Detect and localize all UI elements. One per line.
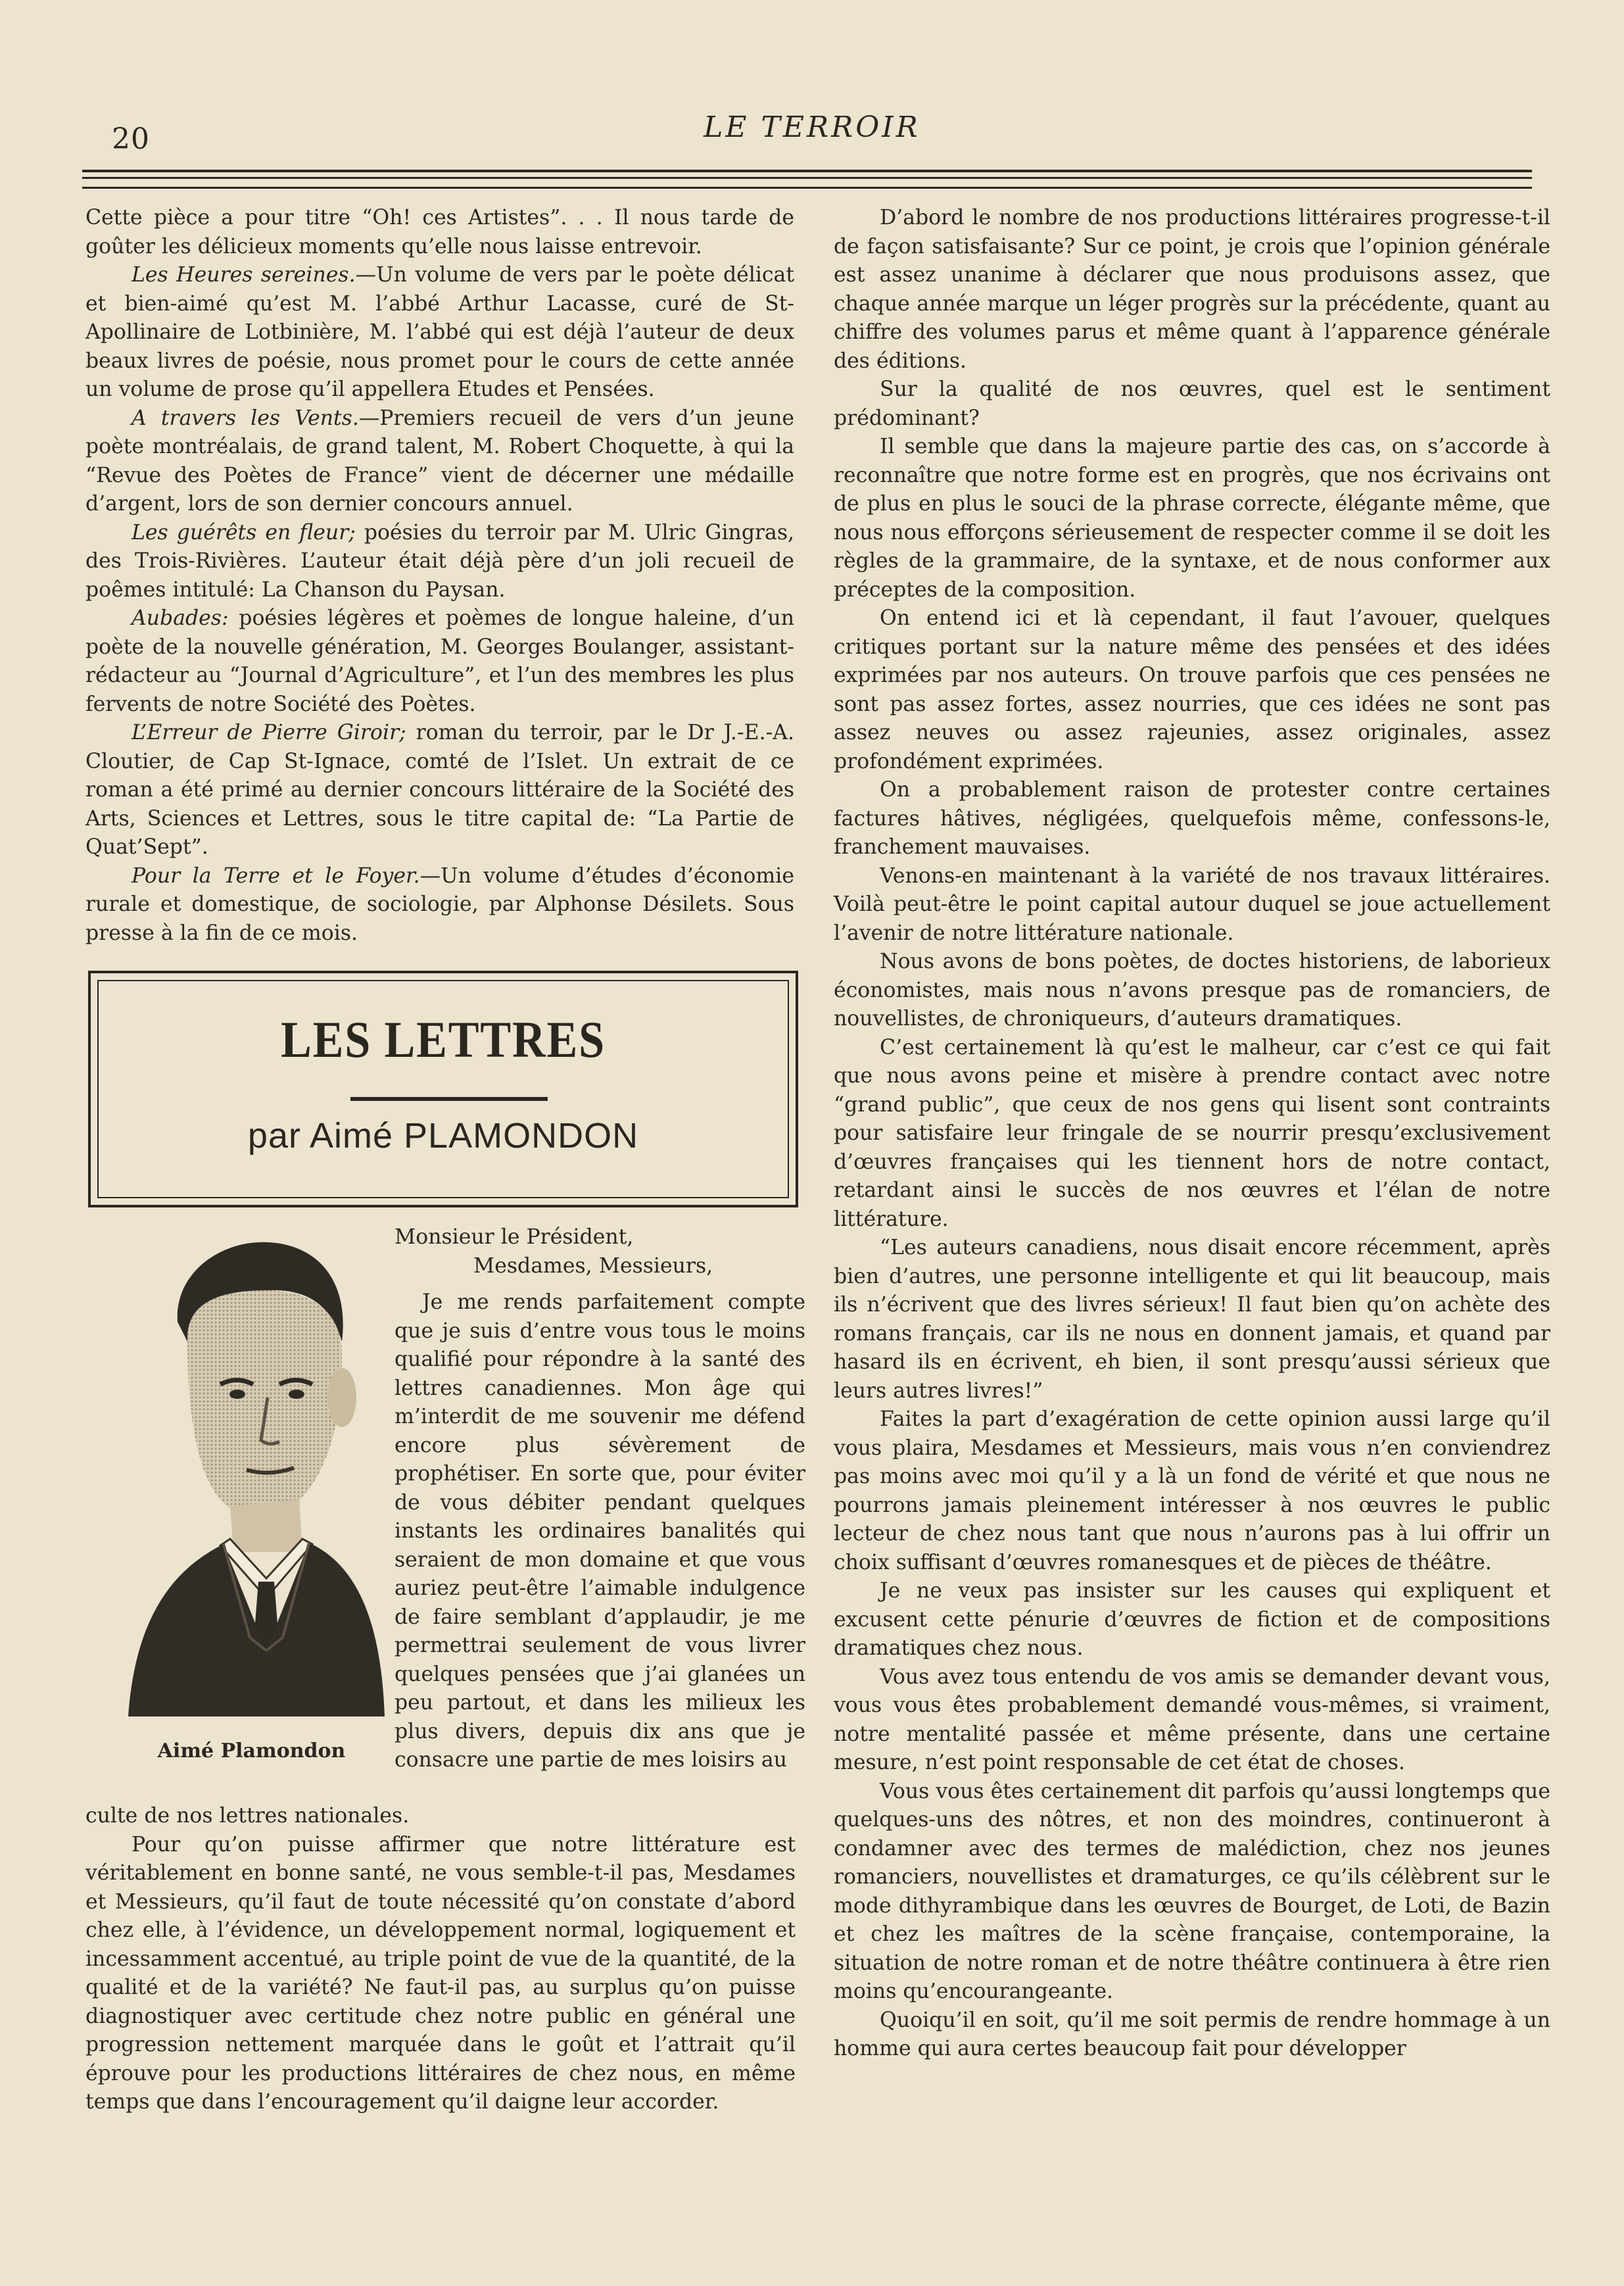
- speech-paragraph: Je me rends parfaitement compte que je suis d’entre vous tous le moins qualifié pour répondre à la santé des lettres canadiennes. Mon âge qui m’interdit de me souvenir me défend encore plus sévèrement de prophétiser. En sorte que, pour éviter de vous débiter pendant quelques instants les ordinaires banalités qui seraient de mon domaine et que vous auriez peut-être l’aimable indulgence de faire semblant d’applaudir, je me permettrai seulement de vous livrer quelques pensées que j’ai glanées un peu partout, et dans les milieux les plus divers, depuis dix ans que je consacre une partie de mes loisirs au: [394, 1290, 805, 1772]
- article-title: LES LETTRES: [281, 1011, 606, 1068]
- notice-paragraph: L’Erreur de Pierre Giroir; roman du terroir, par le Dr J.-E.-A. Cloutier, de Cap St-Ignace, comté de l’Islet. Un extrait de ce roman a été primé au dernier concours littéraire de la Société des Arts, Sciences et Lettres, sous le titre capital de: “La Partie de Quat’Sept”.: [85, 721, 794, 859]
- speech-paragraph: Pour qu’on puisse affirmer que notre littérature est véritablement en bonne santé, ne vous semble-t-il pas, Mesdames et Messieurs, qu’il faut de toute nécessité qu’on constate d’abord chez elle, à l’évidence, un développement normal, logiquement et incessamment accentué, au triple point de vue de la quantité, de la qualité et de la variété? Ne faut-il pas, au surplus qu’on puisse diagnostiquer avec certitude chez notre public en général une progression nettement marquée dans le goût et l’attrait qu’il éprouve pour les productions littéraires de chez nous, en même temps que dans l’encouragement qu’il daigne leur accorder.: [85, 1832, 796, 2114]
- speech-paragraph: Sur la qualité de nos œuvres, quel est le sentiment prédominant?: [834, 377, 1550, 430]
- right-column: [834, 204, 1550, 2064]
- speech-paragraph: Faites la part d’exagération de cette opinion aussi large qu’il vous plaira, Mesdames et Messieurs, mais vous n’en conviendrez pas moins avec moi qu’il y a là un fond de vérité et que nous ne pourrons jamais pleinement intéresser à nos œuvres le public lecteur de chez nous tant que nous n’aurons pas à lui offrir un choix suffisant d’œuvres romanesques et de pièces de théâtre.: [834, 1407, 1550, 1574]
- speech-paragraph: Quoiqu’il en soit, qu’il me soit permis de rendre hommage à un homme qui aura certes beaucoup fait pour développer: [834, 2008, 1550, 2060]
- article-byline: par Aimé PLAMONDON: [247, 1116, 639, 1155]
- notice-paragraph: Les Heures sereines.—Un volume de vers par le poète délicat et bien-aimé qu’est M. l’abbé Arthur Lacasse, curé de St-Apollinaire de Lotbinière, M. l’abbé qui est déjà l’auteur de deux beaux livres de poésie, nous promet pour le cours de cette année un volume de prose qu’il appellera Etudes et Pensées.: [85, 263, 794, 401]
- notice-paragraph: Les guérêts en fleur; poésies du terroir par M. Ulric Gingras, des Trois-Rivières. L’auteur était déjà père d’un joli recueil de poêmes intitulé: La Chanson du Paysan.: [85, 520, 794, 602]
- left-column: [85, 204, 794, 948]
- article-title-box: [88, 971, 798, 1207]
- speech-paragraph: Vous vous êtes certainement dit parfois qu’aussi longtemps que quelques-uns des nôtres, et non des moindres, continueront à condamner avec des termes de malédiction, chez nos jeunes romanciers, nouvellistes et dramaturges, ce qu’ils célèbrent sur le mode dithyrambique dans les œuvres de Bourget, de Loti, de Bazin et chez les maîtres de la scène française, contemporaine, la situation de notre roman et de notre théâtre continuera à être rien moins qu’encourangeante.: [834, 1779, 1550, 2003]
- notice-paragraph: Cette pièce a pour titre “Oh! ces Artistes”. . . Il nous tarde de goûter les délicieux moments qu’elle nous laisse entrevoir.: [85, 206, 794, 258]
- notice-paragraph: A travers les Vents.—Premiers recueil de vers d’un jeune poète montréalais, de grand talent, M. Robert Choquette, à qui la “Revue des Poètes de France” vient de décerner une médaille d’argent, lors de son dernier concours annuel.: [85, 406, 795, 516]
- speech-paragraph: Venons-en maintenant à la variété de nos travaux littéraires. Voilà peut-être le point capital autour duquel se joue actuellement l’avenir de notre littérature nationale.: [834, 863, 1550, 945]
- notice-paragraph: Pour la Terre et le Foyer.—Un volume d’études d’économie rurale et domestique, de sociologie, par Alphonse Désilets. Sous presse à la fin de ce mois.: [85, 863, 794, 945]
- speech-paragraph: “Les auteurs canadiens, nous disait encore récemment, après bien d’autres, une personne intelligente et qui lit beaucoup, mais ils n’écrivent que des livres sérieux! Il faut bien qu’on achète des romans français, car ils ne nous en donnent jamais, et quand par hasard ils en écrivent, eh bien, il sont presqu’aussi sérieux que leurs autres livres!”: [834, 1236, 1550, 1403]
- speech-paragraph: Je ne veux pas insister sur les causes qui expliquent et excusent cette pénurie d’œuvres de fiction et de compositions dramatiques chez nous.: [834, 1579, 1550, 1660]
- speech-paragraph: D’abord le nombre de nos productions littéraires progresse-t-il de façon satisfaisante? Sur ce point, je crois que l’opinion générale est assez unanime à déclarer que nous produisons assez, que chaque année marque un léger progrès sur la précédente, quant au chiffre des volumes parus et même quant à l’apparence générale des éditions.: [834, 206, 1550, 373]
- speech-opening: [394, 1223, 805, 1775]
- header-rule: [82, 170, 1532, 189]
- salutation: Mesdames, Messieurs,: [473, 1253, 713, 1278]
- running-head: LE TERROIR: [704, 110, 920, 144]
- notice-paragraph: Aubades: poésies légères et poèmes de longue haleine, d’un poète de la nouvelle génération, M. Georges Boulanger, assistant-rédacteur au “Journal d’Agriculture”, et l’un des membres les plus fervents de notre Société des Poètes.: [85, 606, 794, 716]
- speech-paragraph: On a probablement raison de protester contre certaines factures hâtives, négligées, quelquefois même, confessons-le, franchement mauvaises.: [834, 778, 1550, 859]
- author-portrait: [115, 1230, 388, 1716]
- title-rule: [350, 1097, 548, 1101]
- page-number: 20: [112, 122, 150, 156]
- speech-paragraph: C’est certainement là qu’est le malheur, car c’est ce qui fait que nous avons peine et misère à prendre contact avec notre “grand public”, que ceux de nos gens qui lisent sont contraints pour satisfaire leur fringale de se nourrir presqu’exclusivement d’œuvres françaises qui les tiennent hors de notre contact, retardant ainsi le succès de nos œuvres et l’élan de notre littérature.: [834, 1035, 1550, 1231]
- speech-paragraph: Il semble que dans la majeure partie des cas, on s’accorde à reconnaître que notre forme est en progrès, que nos écrivains ont de plus en plus le souci de la phrase correcte, élégante même, que nous nous efforçons sérieusement de respecter comme il se doit les règles de la grammaire, de la syntaxe, et de nous conformer aux préceptes de la composition.: [834, 435, 1550, 602]
- speech-continuation: [85, 1802, 796, 2117]
- portrait-caption: Aimé Plamondon: [157, 1739, 346, 1763]
- speech-paragraph-end: culte de nos lettres nationales.: [85, 1804, 410, 1828]
- speech-paragraph: On entend ici et là cependant, il faut l’avouer, quelques critiques portant sur la nature même des pensées et des idées exprimées par nos auteurs. On trouve parfois que ces pensées ne sont pas assez fortes, assez nourries, que ces idées ne sont pas assez neuves ou assez rajeunies, assez originales, assez profondément exprimées.: [834, 606, 1550, 773]
- speech-paragraph: Vous avez tous entendu de vos amis se demander devant vous, vous vous êtes probablement demandé vous-mêmes, si vraiment, notre mentalité passée et même présente, dans une certaine mesure, n’est point responsable de cet état de choses.: [834, 1665, 1550, 1774]
- speech-paragraph: Nous avons de bons poètes, de doctes historiens, de laborieux économistes, mais nous n’avons presque pas de romanciers, de nouvellistes, de chroniqueurs, d’auteurs dramatiques.: [834, 950, 1550, 1031]
- salutation: Monsieur le Président,: [394, 1225, 634, 1249]
